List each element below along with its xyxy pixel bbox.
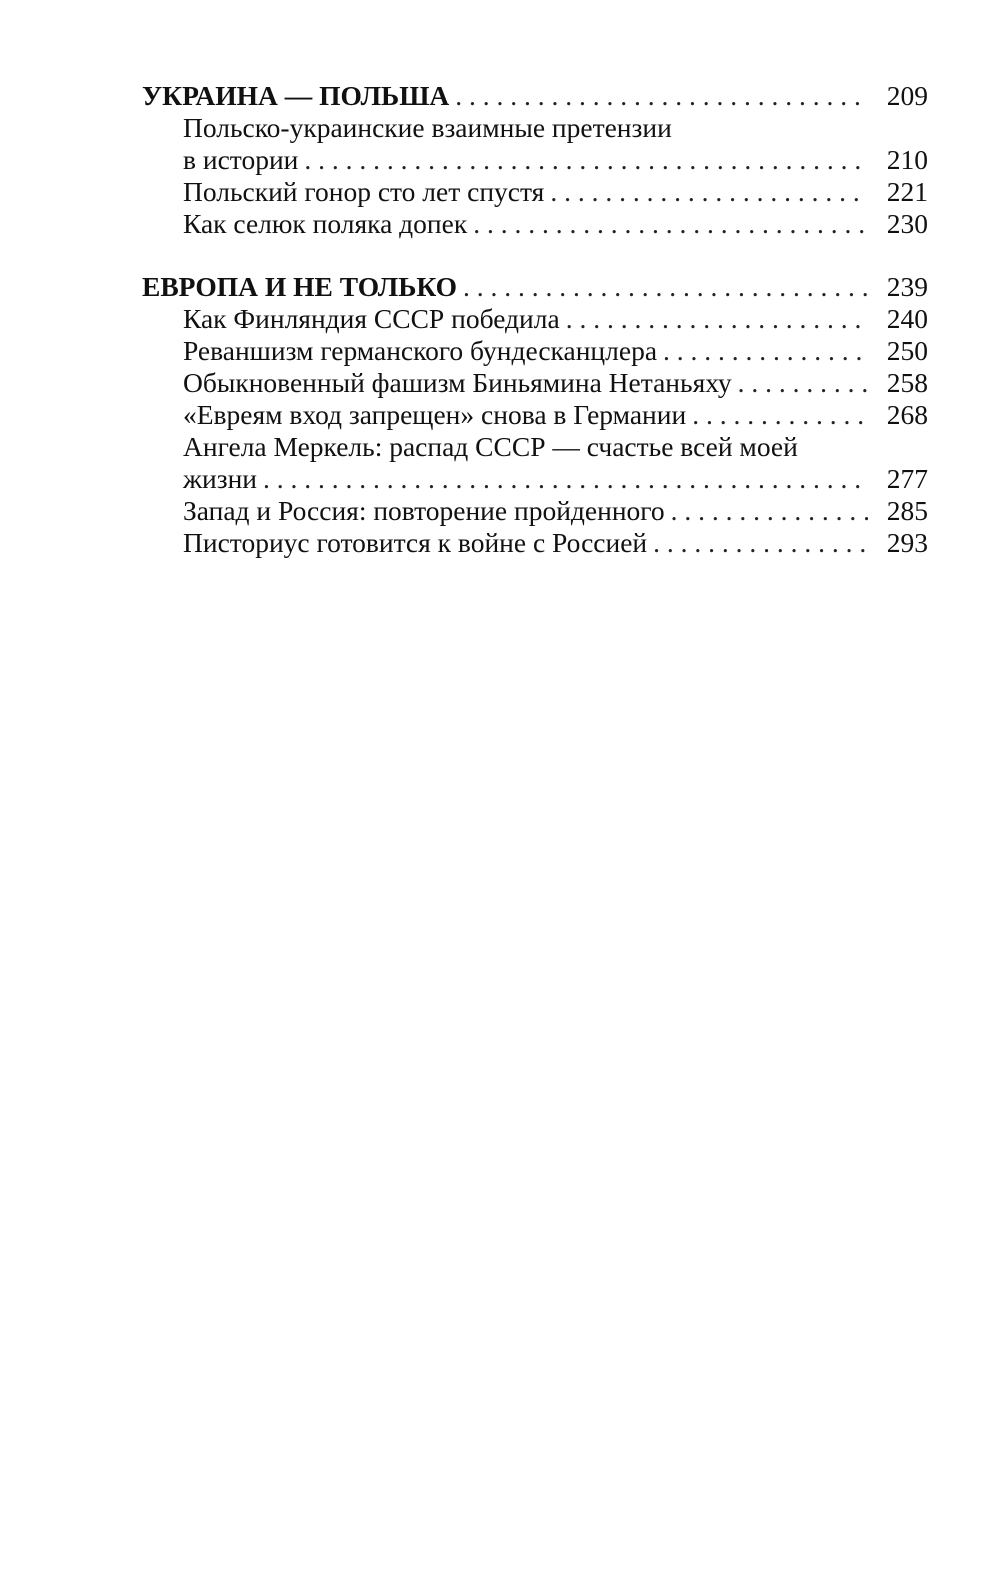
toc-section-heading <box>142 271 928 303</box>
entry-title: «Евреям вход запрещен» снова в Германии <box>183 399 687 430</box>
toc-entry <box>142 176 928 208</box>
toc-entry-continuation-line <box>142 431 928 463</box>
page-number: 209 <box>886 80 928 111</box>
page-number: 240 <box>886 303 928 334</box>
entry-title: жизни <box>183 463 258 494</box>
toc-entry <box>142 303 928 335</box>
page-number: 268 <box>886 399 928 430</box>
entry-title-line: Ангела Меркель: распад СССР — счастье всей моей <box>183 431 798 462</box>
toc-section-europe <box>142 271 928 559</box>
toc-entry <box>142 399 928 431</box>
dot-leader <box>304 144 868 176</box>
page-number: 210 <box>886 144 928 175</box>
page-number: 221 <box>886 176 928 207</box>
toc-entry <box>142 527 928 559</box>
page-number: 293 <box>886 527 928 558</box>
toc-entry <box>142 367 928 399</box>
page-number: 285 <box>886 495 928 526</box>
page-number: 250 <box>886 335 928 366</box>
dot-leader <box>263 463 868 495</box>
toc-entry <box>142 335 928 367</box>
dot-leader <box>455 80 868 112</box>
entry-title: Как селюк поляка допек <box>183 208 468 239</box>
dot-leader <box>692 399 868 431</box>
toc-entry <box>142 495 928 527</box>
page-number: 277 <box>886 463 928 494</box>
toc-entry-continuation-line <box>142 112 928 144</box>
page-number: 258 <box>886 367 928 398</box>
entry-title-line: Польско-украинские взаимные претензии <box>183 112 672 143</box>
toc-entry <box>142 144 928 176</box>
section-title: ЕВРОПА И НЕ ТОЛЬКО <box>142 271 458 302</box>
toc-section-ukraine-poland <box>142 80 928 240</box>
entry-title: Как Финляндия СССР победила <box>183 303 560 334</box>
page-number: 239 <box>886 271 928 302</box>
entry-title: Реваншизм германского бундесканцлера <box>183 335 658 366</box>
entry-title: Обыкновенный фашизм Биньямина Нетаньяху <box>183 367 732 398</box>
table-of-contents <box>142 80 928 590</box>
page-number: 230 <box>886 208 928 239</box>
dot-leader <box>671 495 868 527</box>
entry-title: в истории <box>183 144 299 175</box>
toc-entry <box>142 463 928 495</box>
dot-leader <box>473 208 868 240</box>
entry-title: Писториус готовится к войне с Россией <box>183 527 648 558</box>
entry-title: Запад и Россия: повторение пройденного <box>183 495 665 526</box>
dot-leader <box>463 271 868 303</box>
dot-leader <box>738 367 868 399</box>
toc-section-heading <box>142 80 928 112</box>
dot-leader <box>663 335 868 367</box>
dot-leader <box>653 527 868 559</box>
dot-leader <box>566 303 868 335</box>
toc-entry <box>142 208 928 240</box>
section-title: УКРАИНА — ПОЛЬША <box>142 80 450 111</box>
dot-leader <box>550 176 868 208</box>
entry-title: Польский гонор сто лет спустя <box>183 176 545 207</box>
